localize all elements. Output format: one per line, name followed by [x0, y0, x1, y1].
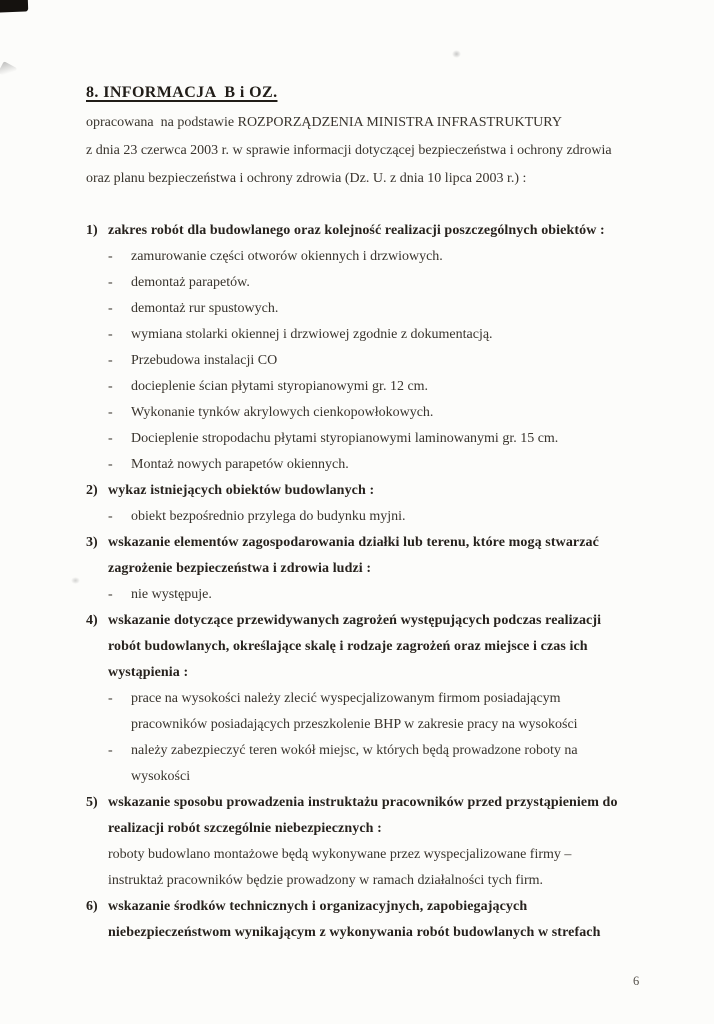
bullet-text: wymiana stolarki okiennej i drzwiowej zgodnie z dokumentacją.	[131, 327, 493, 342]
bullet-item	[108, 270, 648, 296]
bullet-item	[108, 738, 648, 790]
bullet-item	[108, 296, 648, 322]
bullet-text: zamurowanie części otworów okiennych i drzwiowych.	[131, 249, 443, 264]
page-content	[86, 84, 648, 946]
scan-speck	[71, 577, 80, 584]
bullet-text: Montaż nowych parapetów okiennych.	[131, 457, 349, 472]
bullet-text: demontaż parapetów.	[131, 275, 250, 290]
section-number: 3)	[86, 535, 98, 550]
section-5	[86, 790, 648, 894]
bullet-text: prace na wysokości należy zlecić wyspecjalizowanym firmom posiadającym	[131, 691, 561, 706]
section-paragraph-line: instruktaż pracowników będzie prowadzony w ramach działalności tych firm.	[108, 873, 544, 888]
section-heading-line: wskazanie elementów zagospodarowania działki lub terenu, które mogą stwarzać	[108, 535, 599, 550]
section-heading-line: zagrożenie bezpieczeństwa i zdrowia ludzi :	[108, 561, 372, 576]
section-number: 1)	[86, 223, 98, 238]
numbered-sections	[86, 218, 648, 946]
bullet-dash: -	[108, 353, 113, 368]
bullet-text: należy zabezpieczyć teren wokół miejsc, w których będą prowadzone roboty na	[131, 743, 578, 758]
bullet-text: Wykonanie tynków akrylowych cienkopowłokowych.	[131, 405, 434, 420]
scan-speck	[452, 50, 461, 58]
bullet-text: Docieplenie stropodachu płytami styropianowymi laminowanymi gr. 15 cm.	[131, 431, 559, 446]
bullet-item	[108, 322, 648, 348]
bullet-text: pracowników posiadających przeszkolenie BHP w zakresie pracy na wysokości	[131, 717, 578, 732]
page-number: 6	[633, 974, 640, 988]
bullet-item	[108, 504, 648, 530]
section-number: 5)	[86, 795, 98, 810]
section-body	[108, 790, 648, 894]
section-1	[86, 218, 648, 478]
section-heading-line: wskazanie środków technicznych i organizacyjnych, zapobiegających	[108, 899, 528, 914]
section-4	[86, 608, 648, 790]
bullet-dash: -	[108, 301, 113, 316]
bullet-item	[108, 582, 648, 608]
bullet-text: demontaż rur spustowych.	[131, 301, 279, 316]
section-body	[108, 894, 648, 946]
bullet-dash: -	[108, 249, 113, 264]
bullet-dash: -	[108, 691, 113, 706]
bullet-item	[108, 244, 648, 270]
intro-line: oraz planu bezpieczeństwa i ochrony zdrowia (Dz. U. z dnia 10 lipca 2003 r.) :	[86, 171, 527, 186]
bullet-text: obiekt bezpośrednio przylega do budynku myjni.	[131, 509, 406, 524]
bullet-item	[108, 426, 648, 452]
section-3	[86, 530, 648, 608]
bullet-text: nie występuje.	[131, 587, 212, 602]
section-number: 4)	[86, 613, 98, 628]
section-body	[108, 530, 648, 608]
bullet-dash: -	[108, 431, 113, 446]
bullet-dash: -	[108, 405, 113, 420]
bullet-text: wysokości	[131, 769, 191, 784]
bullet-dash: -	[108, 275, 113, 290]
bullet-item	[108, 374, 648, 400]
bullet-text: docieplenie ścian płytami styropianowymi gr. 12 cm.	[131, 379, 429, 394]
intro-line: z dnia 23 czerwca 2003 r. w sprawie informacji dotyczącej bezpieczeństwa i ochrony zdrowia	[86, 143, 612, 158]
bullet-item	[108, 686, 648, 738]
bullet-dash: -	[108, 379, 113, 394]
section-heading-line: zakres robót dla budowlanego oraz kolejność realizacji poszczególnych obiektów :	[108, 223, 605, 238]
bullet-item	[108, 348, 648, 374]
bullet-dash: -	[108, 327, 113, 342]
bullet-dash: -	[108, 457, 113, 472]
bullet-text: Przebudowa instalacji CO	[131, 353, 278, 368]
section-6	[86, 894, 648, 946]
section-heading-line: realizacji robót szczególnie niebezpiecznych :	[108, 821, 382, 836]
section-number: 2)	[86, 483, 98, 498]
section-body	[108, 608, 648, 790]
section-paragraph-line: roboty budowlano montażowe będą wykonywane przez wyspecjalizowane firmy –	[108, 847, 572, 862]
section-heading-line: wskazanie sposobu prowadzenia instruktażu pracowników przed przystąpieniem do	[108, 795, 618, 810]
bullet-dash: -	[108, 587, 113, 602]
section-heading-line: robót budowlanych, określające skalę i rodzaje zagrożeń oraz miejsce i czas ich	[108, 639, 588, 654]
bullet-dash: -	[108, 743, 113, 758]
section-heading-line: wykaz istniejących obiektów budowlanych :	[108, 483, 375, 498]
bullet-dash: -	[108, 509, 113, 524]
section-body	[108, 478, 648, 530]
bullet-item	[108, 400, 648, 426]
section-2	[86, 478, 648, 530]
document-title: 8. INFORMACJA B i OZ.	[86, 84, 278, 101]
scan-artifact-corner	[0, 0, 28, 13]
section-heading-line: wystąpienia :	[108, 665, 189, 680]
bullet-item	[108, 452, 648, 478]
section-number: 6)	[86, 899, 98, 914]
scan-smudge	[0, 61, 17, 80]
section-heading-line: niebezpieczeństwom wynikającym z wykonywania robót budowlanych w strefach	[108, 925, 601, 940]
intro-line: opracowana na podstawie ROZPORZĄDZENIA MINISTRA INFRASTRUKTURY	[86, 115, 562, 130]
section-heading-line: wskazanie dotyczące przewidywanych zagrożeń występujących podczas realizacji	[108, 613, 602, 628]
section-body	[108, 218, 648, 478]
